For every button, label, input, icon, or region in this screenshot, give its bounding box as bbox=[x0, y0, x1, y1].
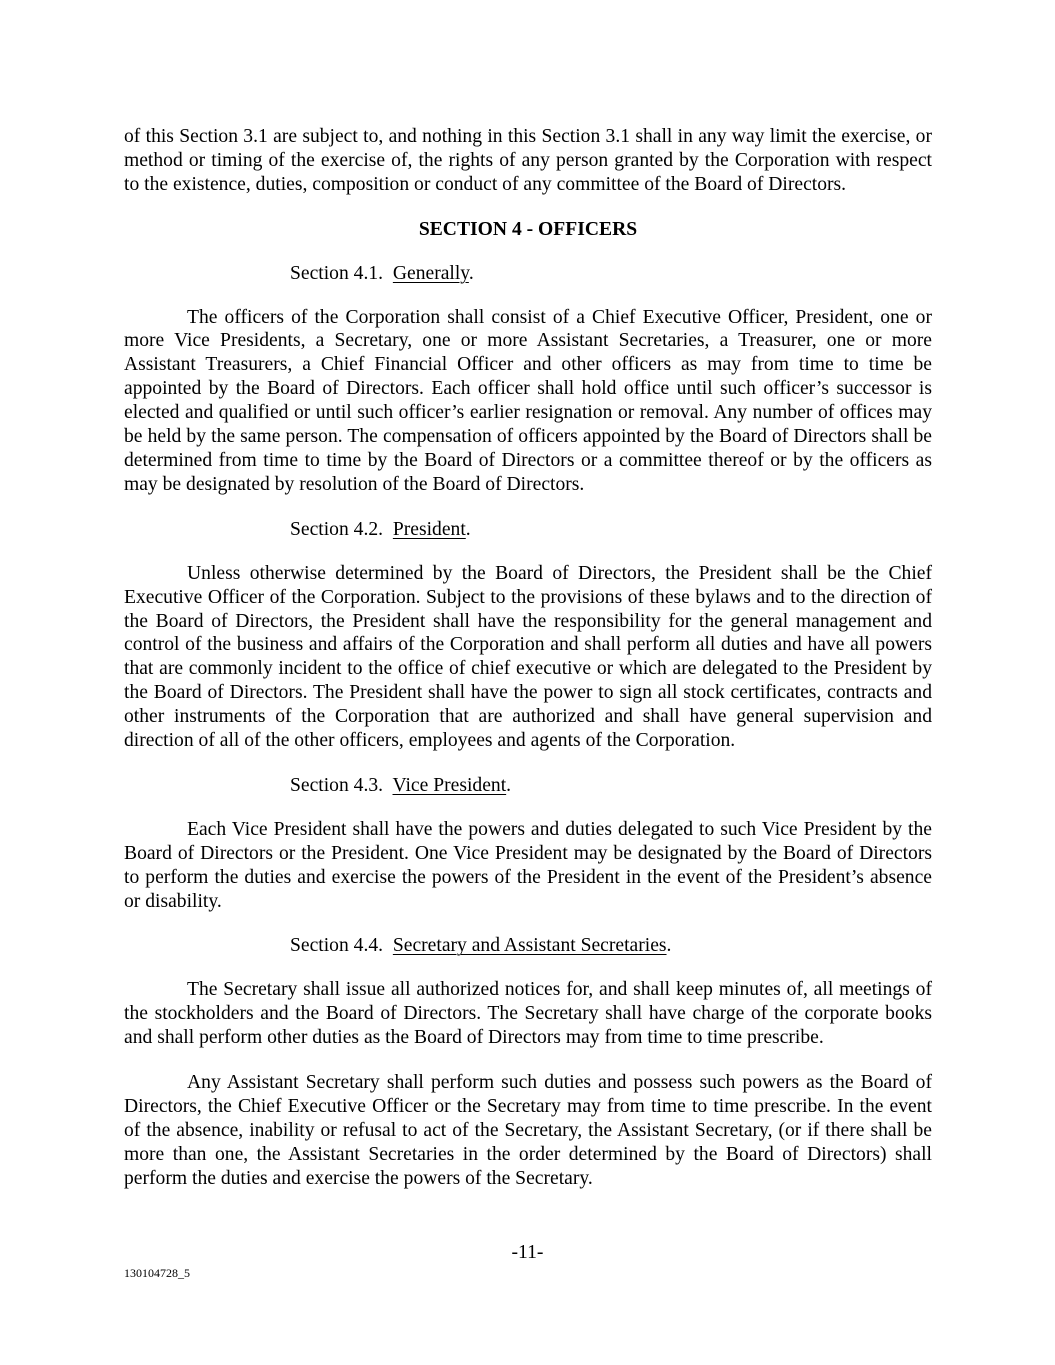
title-period: . bbox=[506, 774, 512, 796]
page-content bbox=[124, 125, 932, 1212]
document-id: 130104728_5 bbox=[124, 1266, 190, 1280]
page-number: -11- bbox=[511, 1242, 544, 1263]
intro-paragraph: of this Section 3.1 are subject to, and nothing in this Section 3.1 shall in any way limit the exercise, or method or timing of the exercise of, the rights of any person granted by the Corporation with respect to the existence, duties, composition or conduct of any committee of the Board of Directors. bbox=[124, 126, 932, 195]
section-4-2-heading bbox=[124, 518, 932, 542]
section-4-4-paragraph-1: The Secretary shall issue all authorized notices for, and shall keep minutes of, all meetings of the stockholders and the Board of Directors. The Secretary shall have charge of the corporate books and shall perform other duties as the Board of Directors may from time to time prescribe. bbox=[124, 979, 932, 1049]
title-period: . bbox=[666, 935, 672, 957]
title-period: . bbox=[465, 518, 471, 540]
section-number: Section 4.1. bbox=[290, 262, 384, 284]
section-4-2-paragraph: Unless otherwise determined by the Board of Directors, the President shall be the Chief Executive Officer of the Corporation. Subject to the provisions of these bylaws and to the direction of the Board of Directors, the President shall have the responsibility for the general management and control of the business and affairs of the Corporation and shall perform all duties and have all powers that are commonly incident to the office of chief executive or which are delegated to the President by the Board of Directors. The President shall have the power to sign all stock certificates, contracts and other instruments of the Corporation that are authorized and shall have general supervision and direction of all of the other officers, employees and agents of the Corporation. bbox=[124, 562, 932, 752]
section-title: Secretary and Assistant Secretaries bbox=[392, 935, 667, 957]
section-title: Generally bbox=[392, 262, 469, 284]
section-4-3-heading bbox=[124, 774, 932, 798]
section-4-1-heading bbox=[124, 262, 932, 286]
section-title: Vice President bbox=[392, 774, 507, 796]
section-number: Section 4.2. bbox=[290, 518, 384, 540]
section-4-4-paragraph-2: Any Assistant Secretary shall perform such duties and possess such powers as the Board of Directors, the Chief Executive Officer or the Secretary may from time to time prescribe. In the event of the absence, inability or refusal to act of the Secretary, the Assistant Secretary, (or if there shall be more than one, the Assistant Secretaries in the order determined by the Board of Directors) shall perform the duties and exercise the powers of the Secretary. bbox=[124, 1072, 932, 1189]
section-4-4-heading bbox=[124, 934, 932, 958]
section-heading: SECTION 4 - OFFICERS bbox=[418, 218, 638, 240]
section-4-1-paragraph: The officers of the Corporation shall consist of a Chief Executive Officer, President, one or more Vice Presidents, a Secretary, one or more Assistant Secretaries, a Treasurer, one or more Assistant Treasurers, a Chief Financial Officer and other officers as may from time to time be appointed by the Board of Directors. Each officer shall hold office until such officer’s successor is elected and qualified or until such officer’s earlier resignation or removal. Any number of offices may be held by the same person. The compensation of officers appointed by the Board of Directors shall be determined from time to time by the Board of Directors or a committee thereof or by the officers as may be designated by resolution of the Board of Directors. bbox=[124, 306, 932, 495]
section-4-3-paragraph: Each Vice President shall have the powers and duties delegated to such Vice President by the Board of Directors or the President. One Vice President may be designated by the Board of Directors to perform the duties and exercise the powers of the President in the event of the President’s absence or disability. bbox=[124, 818, 932, 912]
section-title: President bbox=[392, 518, 466, 540]
section-number: Section 4.3. bbox=[290, 774, 384, 796]
title-period: . bbox=[468, 262, 474, 284]
section-number: Section 4.4. bbox=[290, 935, 384, 957]
